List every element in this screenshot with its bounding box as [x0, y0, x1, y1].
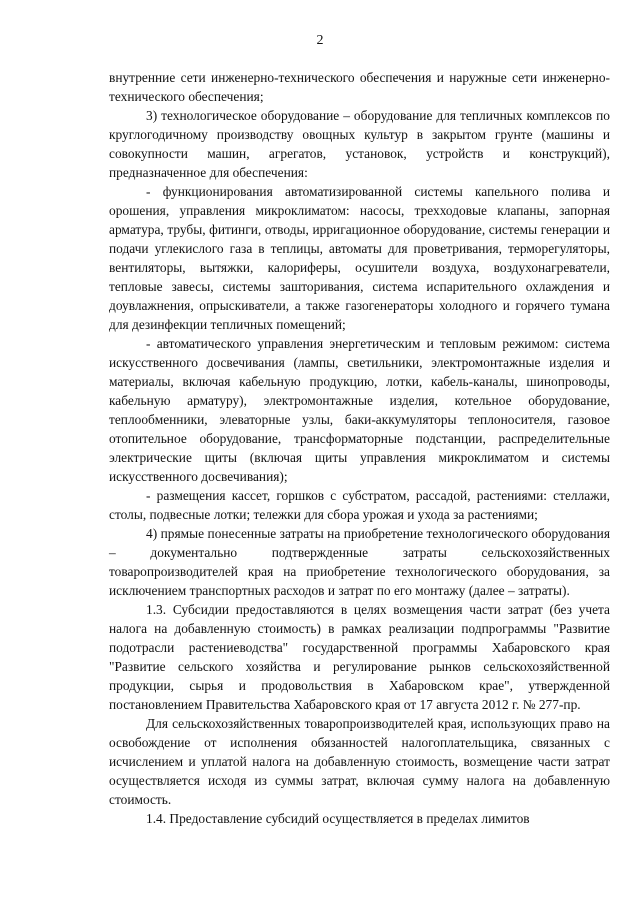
- paragraph-section-1-3: 1.3. Субсидии предоставляются в целях возмещения части затрат (без учета налога на добавленную стоимость) в рамках реализации подпрограммы "Развитие подотрасли растениеводства" государственной программы Хабаровского края "Развитие сельского хозяйства и регулирование рынков сельскохозяйственной продукции, сырья и продовольствия в Хабаровском крае", утвержденной постановлением Правительства Хабаровского края от 17 августа 2012 г. № 277-пр.: [109, 602, 610, 712]
- paragraph-placement: - размещения кассет, горшков с субстратом, рассадой, растениями: стеллажи, столы, подвесные лотки; тележки для сбора урожая и ухода за растениями;: [109, 488, 610, 522]
- paragraph-energy-control: - автоматического управления энергетическим и тепловым режимом: система искусственного досвечивания (лампы, светильники, электромонтажные изделия и материалы, включая кабельную продукцию, лотки, кабель-каналы, шинопроводы, кабельную арматуру), электромонтажные изделия, котельное оборудование, теплообменники, элеваторные узлы, баки-аккумуляторы теплоносителя, газовое отопительное оборудование, трансформаторные подстанции, распределительные электрические щиты (включая щиты управления микроклиматом и системы искусственного досвечивания);: [109, 336, 610, 484]
- paragraph-section-1-4: 1.4. Предоставление субсидий осуществляется в пределах лимитов: [146, 811, 530, 826]
- paragraph-vat-exemption: Для сельскохозяйственных товаропроизводителей края, использующих право на освобождение от исполнения обязанностей налогоплательщика, связанных с исчислением и уплатой налога на добавленную стоимость, возмещение части затрат осуществляется исходя из суммы затрат, включая сумму налога на добавленную стоимость.: [109, 716, 610, 807]
- document-body: [109, 68, 610, 828]
- paragraph-irrigation-climate: - функционирования автоматизированной системы капельного полива и орошения, управления микроклиматом: насосы, трехходовые клапаны, запорная арматура, трубы, фитинги, отводы, ирригационное оборудование, системы генерации и подачи углекислого газа в теплицы, автоматы для проветривания, терморегуляторы, вентиляторы, вытяжки, калориферы, осушители воздуха, воздухонагреватели, тепловые завесы, системы зашторивания, система испарительного охлаждения и доувлажнения, опрыскиватели, а также газогенераторы холодного и горячего тумана для дезинфекции тепличных помещений;: [109, 184, 610, 332]
- paragraph-item-4-costs: 4) прямые понесенные затраты на приобретение технологического оборудования – документально подтвержденные затраты сельскохозяйственных товаропроизводителей края на приобретение технологического оборудования, за исключением транспортных расходов и затрат по его монтажу (далее – затраты).: [109, 526, 610, 598]
- paragraph-engineering-networks: внутренние сети инженерно-технического обеспечения и наружные сети инженерно-технического обеспечения;: [109, 70, 610, 104]
- page-number: 2: [316, 33, 324, 48]
- paragraph-item-3-equipment: 3) технологическое оборудование – оборудование для тепличных комплексов по круглогодичному производству овощных культур в закрытом грунте (машины и совокупности машин, агрегатов, установок, устройств и конструкций), предназначенное для обеспечения:: [109, 108, 610, 180]
